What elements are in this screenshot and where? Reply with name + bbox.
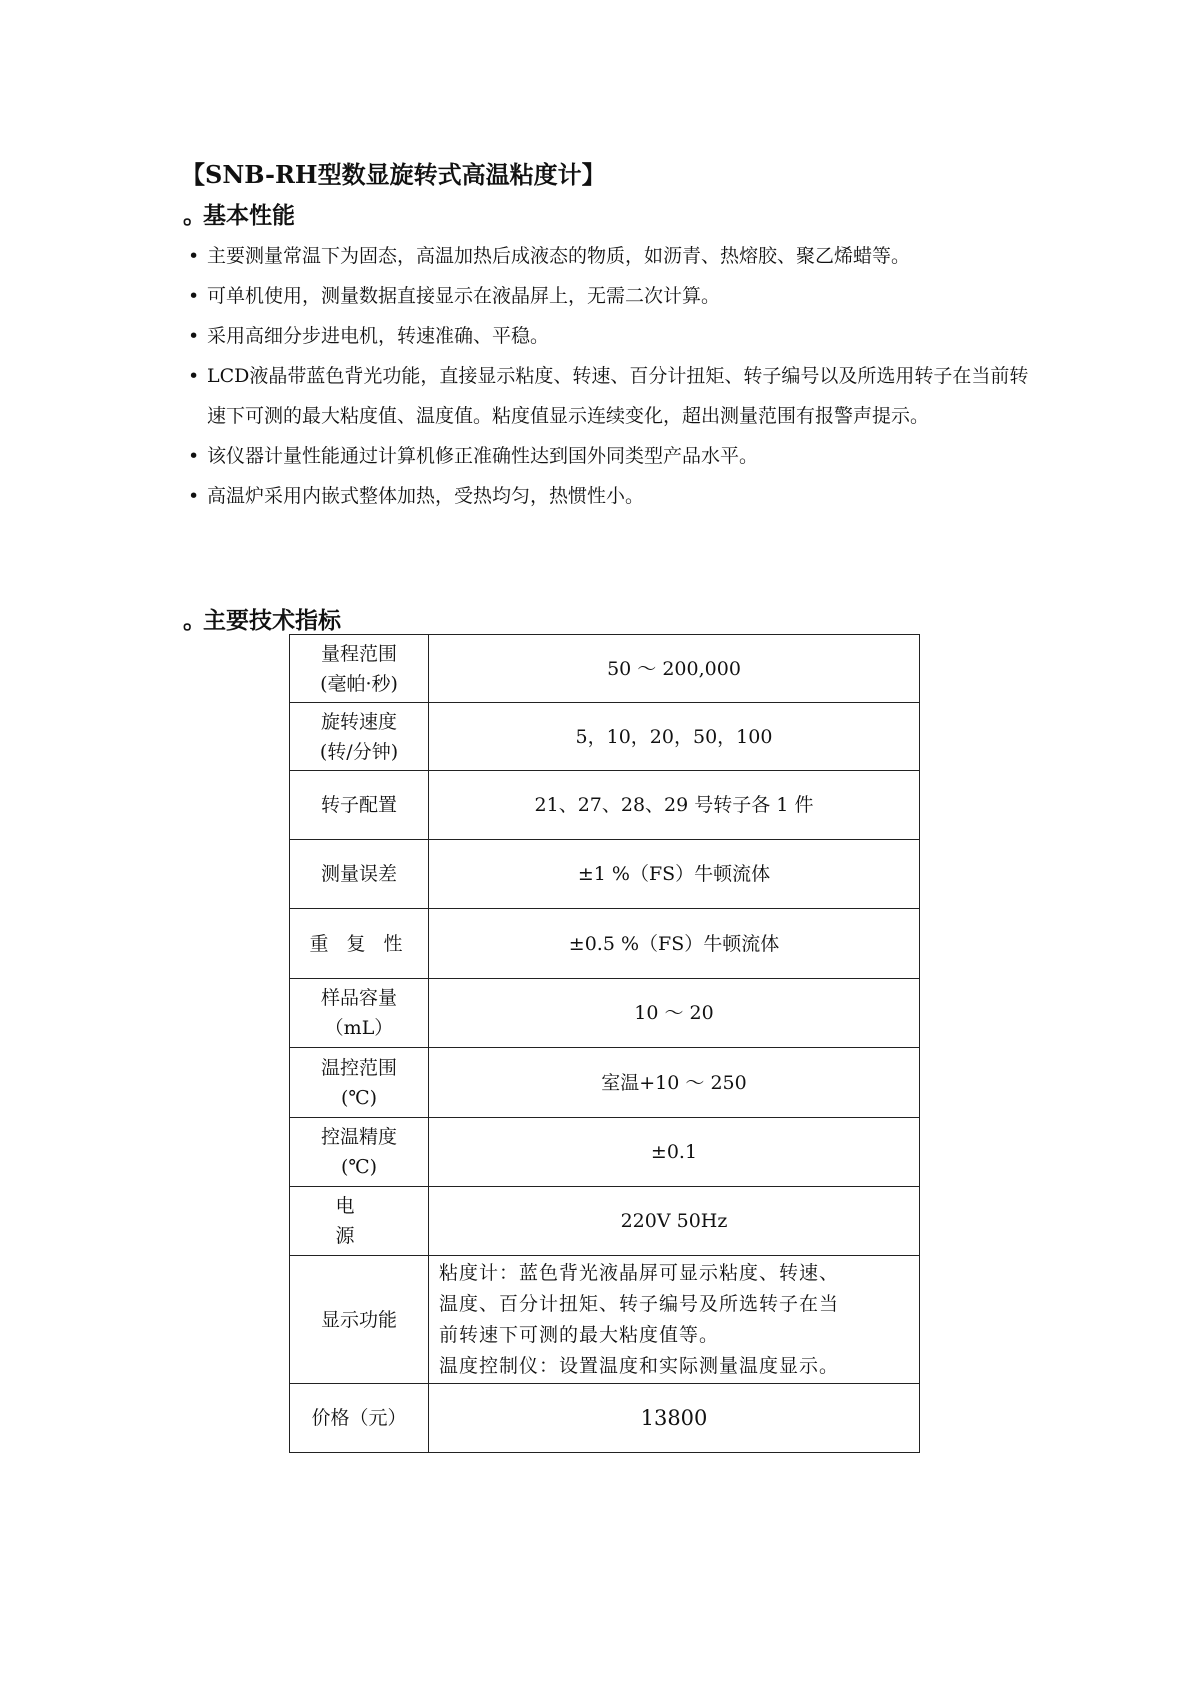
table-row [290, 1187, 920, 1256]
table-row [290, 1384, 920, 1453]
spec-value: 21、27、28、29 号转子各 1 件 [429, 771, 920, 840]
table-row [290, 979, 920, 1048]
spec-label-line2: （mL） [324, 1017, 394, 1039]
spec-label-line2: (℃) [340, 1086, 378, 1109]
spec-value: 10 ～ 20 [429, 979, 920, 1048]
spec-label-line1: 旋转速度 [320, 710, 397, 733]
bullet-marker: • [188, 445, 200, 467]
list-item [188, 476, 1038, 516]
heading-marker: 。 [183, 607, 206, 634]
spec-label-line2: (转/分钟) [319, 740, 399, 763]
bullet-text: 采用高细分步进电机，转速准确、平稳。 [207, 325, 550, 347]
bullet-marker: • [188, 245, 200, 267]
spec-label-line1: 温控范围 [320, 1056, 397, 1079]
document-title: 【SNB-RH型数显旋转式高温粘度计】 [181, 160, 606, 189]
display-line: 前转速下可测的最大粘度值等。 [439, 1323, 720, 1346]
bullet-marker: • [188, 365, 200, 387]
table-row [290, 909, 920, 979]
table-row [290, 703, 920, 771]
spec-label: 电 源 [290, 1187, 429, 1256]
spec-label: 重 复 性 [290, 909, 429, 979]
spec-value: 5，10，20，50，100 [429, 703, 920, 771]
table-row [290, 771, 920, 840]
heading-text: 主要技术指标 [203, 607, 341, 634]
display-line: 粘度计：蓝色背光液晶屏可显示粘度、转速、 [439, 1261, 840, 1284]
list-item [188, 276, 1038, 316]
section-heading-specs [183, 602, 341, 635]
performance-bullet-list [188, 236, 1038, 516]
spec-label [290, 1048, 429, 1118]
bullet-marker: • [188, 485, 200, 507]
section-heading-performance [183, 197, 295, 230]
list-item [188, 236, 1038, 276]
spec-label-line2: (℃) [340, 1156, 378, 1178]
heading-text: 基本性能 [203, 202, 295, 229]
spec-label: 显示功能 [290, 1256, 429, 1384]
table-row [290, 635, 920, 703]
bullet-marker: • [188, 325, 200, 347]
spec-label [290, 703, 429, 771]
spec-label [290, 979, 429, 1048]
spec-label: 转子配置 [290, 771, 429, 840]
spec-value: 50 ～ 200,000 [429, 635, 920, 703]
list-item [188, 316, 1038, 356]
list-item [188, 356, 1038, 436]
heading-marker: 。 [183, 202, 206, 229]
bullet-text: 高温炉采用内嵌式整体加热，受热均匀，热惯性小。 [207, 485, 645, 507]
spec-value: 220V 50Hz [429, 1187, 920, 1256]
spec-value: ±0.1 [429, 1118, 920, 1187]
bullet-text: 该仪器计量性能通过计算机修正准确性达到国外同类型产品水平。 [207, 445, 759, 467]
display-line: 温度控制仪：设置温度和实际测量温度显示。 [439, 1354, 840, 1377]
spec-label [290, 635, 429, 703]
spec-label-line1: 样品容量 [320, 987, 397, 1009]
display-line: 温度、百分计扭矩、转子编号及所选转子在当 [439, 1292, 840, 1315]
table-row [290, 840, 920, 909]
table-row [290, 1256, 920, 1384]
table-row [290, 1118, 920, 1187]
table-row [290, 1048, 920, 1118]
spec-label-line2: (毫帕·秒) [320, 672, 398, 695]
spec-label: 价格（元） [290, 1384, 429, 1453]
spec-value-display [429, 1256, 920, 1384]
spec-table [289, 634, 920, 1453]
bullet-text: 可单机使用，测量数据直接显示在液晶屏上，无需二次计算。 [207, 285, 721, 307]
bullet-text: LCD液晶带蓝色背光功能，直接显示粘度、转速、百分计扭矩、转子编号以及所选用转子在当前转速下可测的最大粘度值、温度值。粘度值显示连续变化，超出测量范围有报警声提示。 [207, 365, 1029, 427]
spec-value: 室温+10 ～ 250 [429, 1048, 920, 1118]
bullet-marker: • [188, 285, 200, 307]
spec-label: 测量误差 [290, 840, 429, 909]
spec-label-line1: 控温精度 [320, 1126, 397, 1148]
list-item [188, 436, 1038, 476]
spec-label-line1: 量程范围 [320, 642, 397, 665]
spec-label [290, 1118, 429, 1187]
spec-value: ±0.5 %（FS）牛顿流体 [429, 909, 920, 979]
spec-value: ±1 %（FS）牛顿流体 [429, 840, 920, 909]
price-value: 13800 [429, 1384, 920, 1453]
bullet-text: 主要测量常温下为固态，高温加热后成液态的物质，如沥青、热熔胶、聚乙烯蜡等。 [207, 245, 911, 267]
